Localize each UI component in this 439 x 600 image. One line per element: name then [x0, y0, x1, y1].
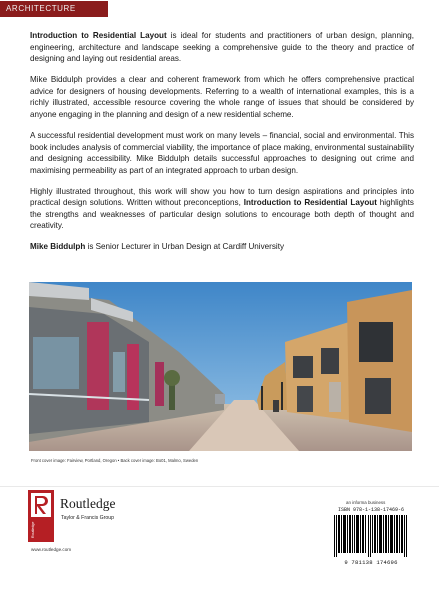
category-label: ARCHITECTURE	[0, 1, 108, 17]
cover-image-caption: Front cover image: Fairview, Portland, Oregon • Back cover image: Bo01, Malmo, Sweden	[31, 458, 199, 463]
back-cover-blurb	[30, 30, 414, 262]
blurb-paragraph-2: Mike Biddulph provides a clear and coherent framework from which he offers comprehensive practical advice for designers of housing developments. Referring to a wealth of international examples, this is a richly illustrated, accessible resource covering the whole range of issues that should be considered by anyone engaging in the planning and design of a new residential scheme.	[30, 75, 414, 119]
publisher-group: Taylor & Francis Group	[61, 515, 115, 521]
street-photo-illustration	[29, 282, 412, 451]
isbn-label: ISBN 978-1-138-17469-6	[337, 507, 404, 513]
top-band	[0, 0, 439, 18]
blurb-paragraph-4	[30, 186, 414, 232]
cover-photo	[29, 282, 412, 451]
publisher-website: www.routledge.com	[31, 547, 72, 552]
blurb-paragraph-3: A successful residential development must work on many levels – financial, social and environmental. This book includes analysis of commercial viability, the importance of place making, environmental sustainability and designing accessibility. Mike Biddulph details successful approaches to designing out crime and maximising permeability as part of an integrated approach to urban design.	[30, 130, 414, 175]
barcode-bars	[334, 515, 408, 557]
text-run: is Senior Lecturer in Urban Design at Cardiff University	[85, 242, 284, 252]
author-bio	[30, 241, 414, 253]
blurb-paragraph-1	[30, 30, 414, 65]
isbn-barcode	[328, 507, 414, 565]
bold-text: Mike Biddulph	[30, 242, 86, 252]
text-run: is ideal for students and practitioners of urban design, planning, engineering, architecture and landscape seeking a comprehensive guide to the theory and practice of designing and laying out residential areas.	[30, 31, 414, 64]
text-run: highlights the strengths and weaknesses of particular design solutions to encourage both depth of thought and creativity.	[30, 198, 414, 231]
informa-tagline: an informa business	[346, 500, 386, 505]
isbn-number: 9 781138 174696	[344, 559, 398, 566]
bold-text: Introduction to Residential Layout	[243, 198, 377, 208]
publisher-name: Routledge	[60, 496, 116, 511]
svg-text:Routledge: Routledge	[31, 521, 35, 538]
routledge-logo-icon	[28, 490, 54, 542]
bold-text: Introduction to Residential Layout	[30, 31, 167, 40]
text-run: Highly illustrated throughout, this work will show you how to turn design aspirations and principles into practical design solutions. Written without preconceptions,	[30, 186, 414, 208]
divider	[0, 486, 439, 487]
